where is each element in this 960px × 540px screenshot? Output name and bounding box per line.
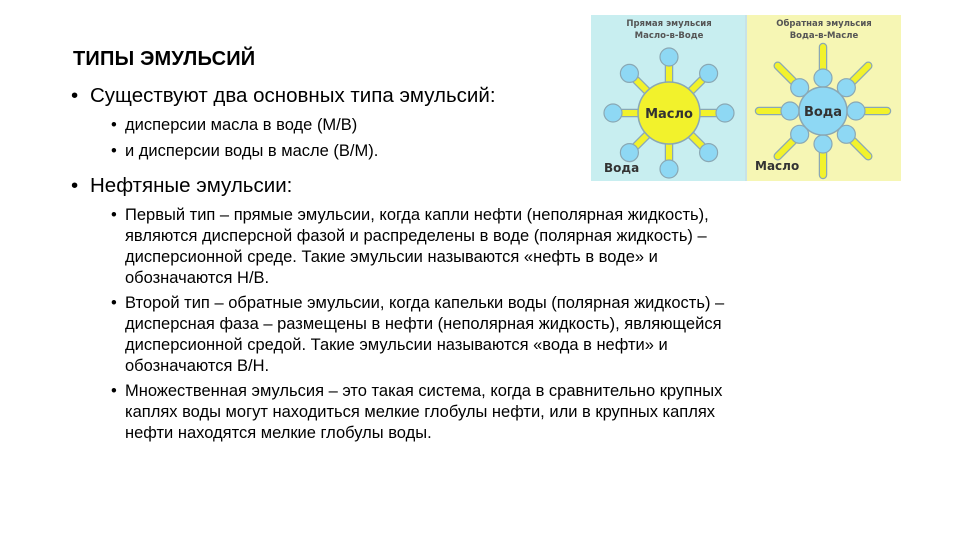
bullet-dot: • [71, 174, 79, 197]
bullet-sub-1-2-text: и дисперсии воды в масле (В/М). [125, 142, 379, 160]
bullet-main-2 [71, 174, 591, 198]
bullet-sub-1-1 [111, 115, 581, 136]
surfactant-head [814, 135, 832, 153]
bullet-sub-2-3-line: Множественная эмульсия – это такая система, когда в сравнительно крупных [125, 382, 723, 400]
bullet-sub-2-2-line: дисперсная фаза – размещены в нефти (неполярная жидкость), являющейся [125, 315, 722, 333]
surfactant-head [814, 69, 832, 87]
surfactant-head [604, 104, 622, 122]
surfactant-head [781, 102, 799, 120]
bullet-dot: • [111, 206, 117, 224]
left-panel-title-2: Масло-в-Воде [634, 31, 704, 41]
emulsion-diagram [591, 15, 901, 181]
bullet-sub-2-3-line: нефти находятся мелкие глобулы воды. [125, 424, 432, 442]
surfactant-head [700, 144, 718, 162]
oil-medium-label: Масло [755, 159, 800, 173]
right-panel-title-2: Вода-в-Масле [789, 31, 859, 41]
bullet-sub-2-2-line: дисперсионной средой. Такие эмульсии называются «вода в нефти» и [125, 336, 668, 354]
bullet-dot: • [111, 382, 117, 400]
bullet-main-1 [71, 84, 591, 108]
bullet-dot: • [71, 84, 79, 107]
slide-title: ТИПЫ ЭМУЛЬСИЙ [73, 48, 256, 70]
bullet-sub-2-3-line: каплях воды могут находиться мелкие глобулы нефти, или в крупных каплях [125, 403, 716, 421]
surfactant-head [620, 144, 638, 162]
bullet-sub-2-1-line: обозначаются Н/В. [125, 269, 270, 287]
bullet-sub-2-1-line: дисперсионной среде. Такие эмульсии называются «нефть в воде» и [125, 248, 658, 266]
surfactant-head [847, 102, 865, 120]
bullet-main-2-text: Нефтяные эмульсии: [90, 174, 293, 197]
bullet-sub-1-1-text: дисперсии масла в воде (М/В) [125, 116, 358, 134]
emulsion-figure [591, 15, 901, 181]
bullet-dot: • [111, 294, 117, 312]
bullet-main-1-text: Существуют два основных типа эмульсий: [90, 84, 496, 107]
bullet-sub-2-2 [111, 293, 891, 377]
oil-droplet-label: Масло [645, 107, 693, 122]
surfactant-head [660, 48, 678, 66]
bullet-dot: • [111, 116, 117, 134]
left-panel-title-1: Прямая эмульсия [626, 19, 712, 29]
surfactant-head [716, 104, 734, 122]
bullet-sub-2-1-line: Первый тип – прямые эмульсии, когда капли нефти (неполярная жидкость), [125, 206, 709, 224]
water-droplet-label: Вода [803, 105, 843, 120]
bullet-sub-2-3 [111, 381, 891, 444]
bullet-sub-2-1 [111, 205, 891, 289]
surfactant-head [700, 64, 718, 82]
right-panel-title-1: Обратная эмульсия [776, 19, 872, 29]
water-medium-label: Вода [604, 161, 640, 175]
bullet-sub-2-2-line: обозначаются В/Н. [125, 357, 270, 375]
bullet-sub-1-2 [111, 141, 581, 162]
bullet-dot: • [111, 142, 117, 160]
bullet-sub-2-2-line: Второй тип – обратные эмульсии, когда капельки воды (полярная жидкость) – [125, 294, 725, 312]
bullet-sub-2-1-line: являются дисперсной фазой и распределены в воде (полярная жидкость) – [125, 227, 707, 245]
surfactant-head [620, 64, 638, 82]
surfactant-head [660, 160, 678, 178]
